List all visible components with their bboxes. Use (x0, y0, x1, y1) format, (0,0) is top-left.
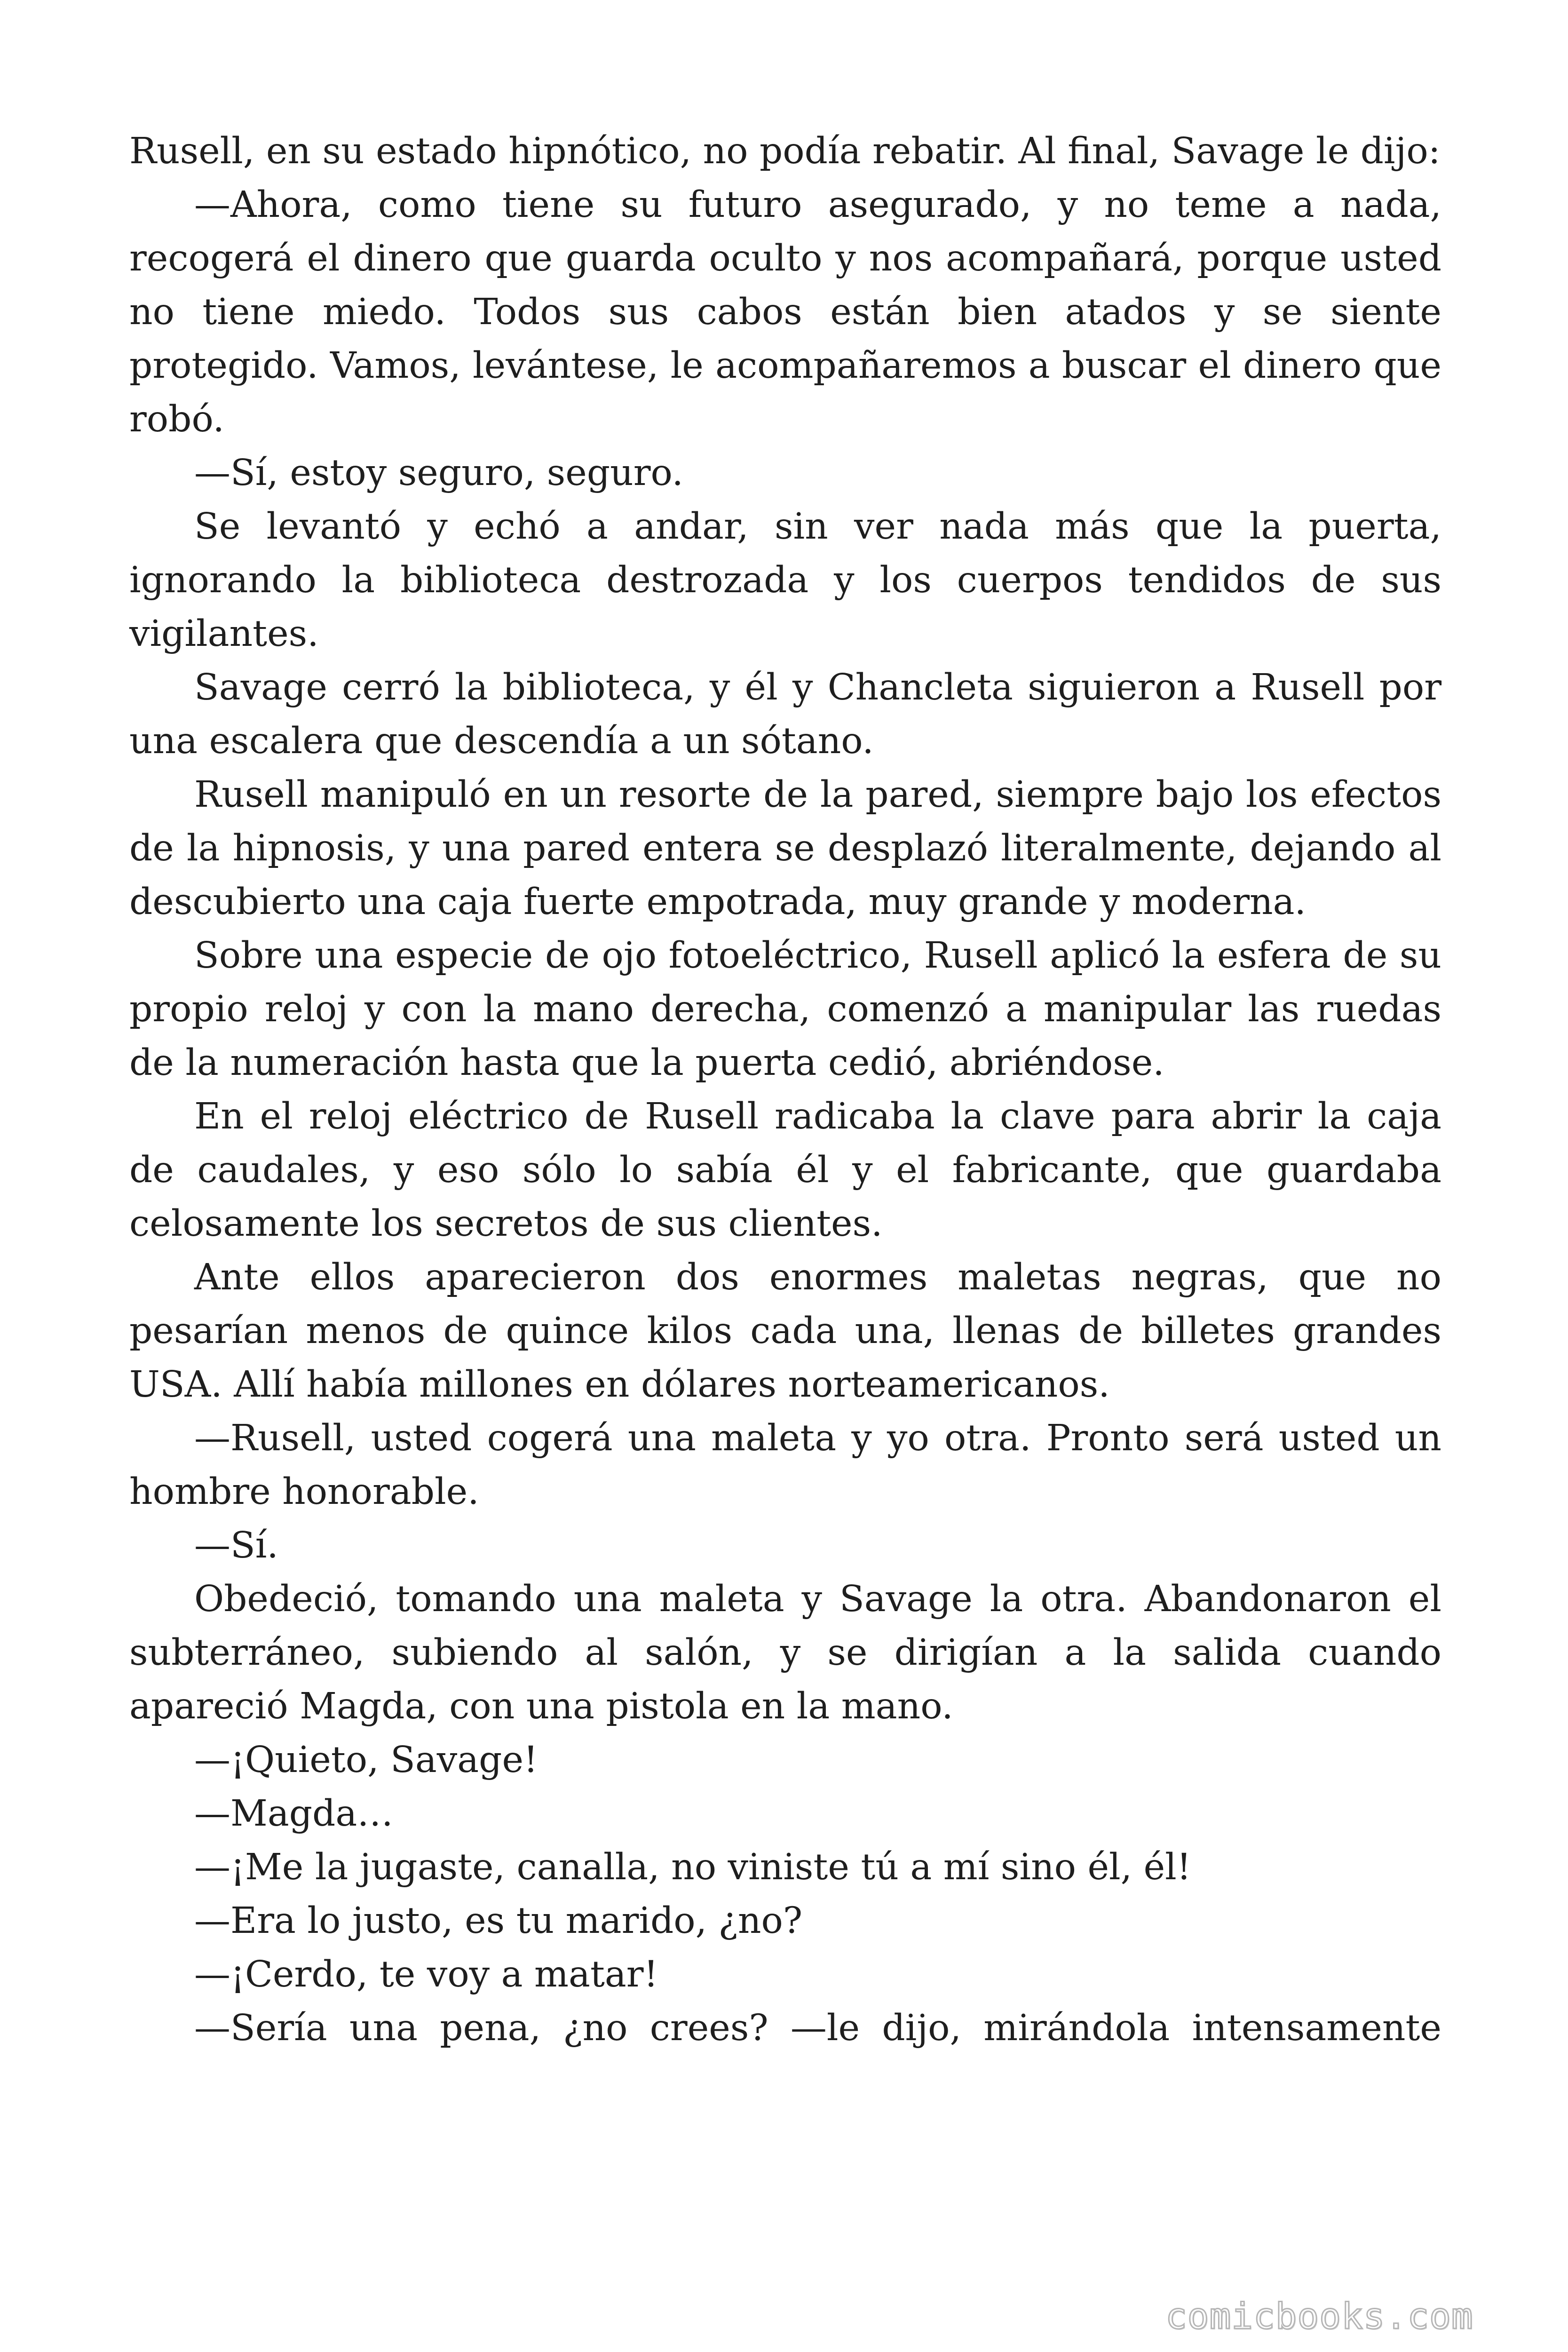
paragraph: Rusell manipuló en un resorte de la pared, siempre bajo los efectos de la hipnosis, y una pared entera se desplazó literalmente, dejando al descubierto una caja fuerte empotrada, muy grande y moderna. (129, 774, 1441, 923)
paragraph: —Ahora, como tiene su futuro asegurado, y no teme a nada, recogerá el dinero que guarda oculto y nos acompañará, porque usted no tiene miedo. Todos sus cabos están bien atados y se siente protegido. Vamos, levántese, le acompañaremos a buscar el dinero que robó. (129, 184, 1441, 440)
paragraph: Ante ellos aparecieron dos enormes maletas negras, que no pesarían menos de quince kilos cada una, llenas de billetes grandes USA. Allí había millones en dólares norteamericanos. (129, 1256, 1441, 1406)
paragraph: Se levantó y echó a andar, sin ver nada más que la puerta, ignorando la biblioteca destrozada y los cuerpos tendidos de sus vigilantes. (129, 506, 1441, 655)
paragraph: —Sería una pena, ¿no crees? —le dijo, mirándola intensamente (194, 2007, 1441, 2049)
paragraph: Savage cerró la biblioteca, y él y Chancleta siguieron a Rusell por una escalera que descendía a un sótano. (129, 667, 1441, 762)
paragraph: —Magda… (194, 1793, 394, 1835)
paragraph: —¡Cerdo, te voy a matar! (194, 1954, 658, 1995)
paragraph: —Rusell, usted cogerá una maleta y yo otra. Pronto será usted un hombre honorable. (129, 1417, 1441, 1513)
paragraph: Sobre una especie de ojo fotoeléctrico, Rusell aplicó la esfera de su propio reloj y con la mano derecha, comenzó a manipular las ruedas de la numeración hasta que la puerta cedió, abriéndose. (129, 935, 1441, 1084)
paragraph: —Era lo justo, es tu marido, ¿no? (194, 1900, 803, 1942)
paragraph: —Sí. (194, 1525, 278, 1566)
paragraph: —Sí, estoy seguro, seguro. (194, 452, 684, 494)
page-body (129, 125, 1441, 2055)
paragraph: Obedeció, tomando una maleta y Savage la otra. Abandonaron el subterráneo, subiendo al salón, y se dirigían a la salida cuando apareció Magda, con una pistola en la mano. (129, 1578, 1441, 1727)
paragraph: —¡Quieto, Savage! (194, 1739, 538, 1781)
paragraph: Rusell, en su estado hipnótico, no podía rebatir. Al final, Savage le dijo: (129, 130, 1441, 172)
paragraph: En el reloj eléctrico de Rusell radicaba la clave para abrir la caja de caudales, y eso sólo lo sabía él y el fabricante, que guardaba celosamente los secretos de sus clientes. (129, 1096, 1441, 1245)
paragraph: —¡Me la jugaste, canalla, no viniste tú a mí sino él, él! (194, 1846, 1191, 1888)
watermark: comicbooks.com (1165, 2295, 1473, 2337)
